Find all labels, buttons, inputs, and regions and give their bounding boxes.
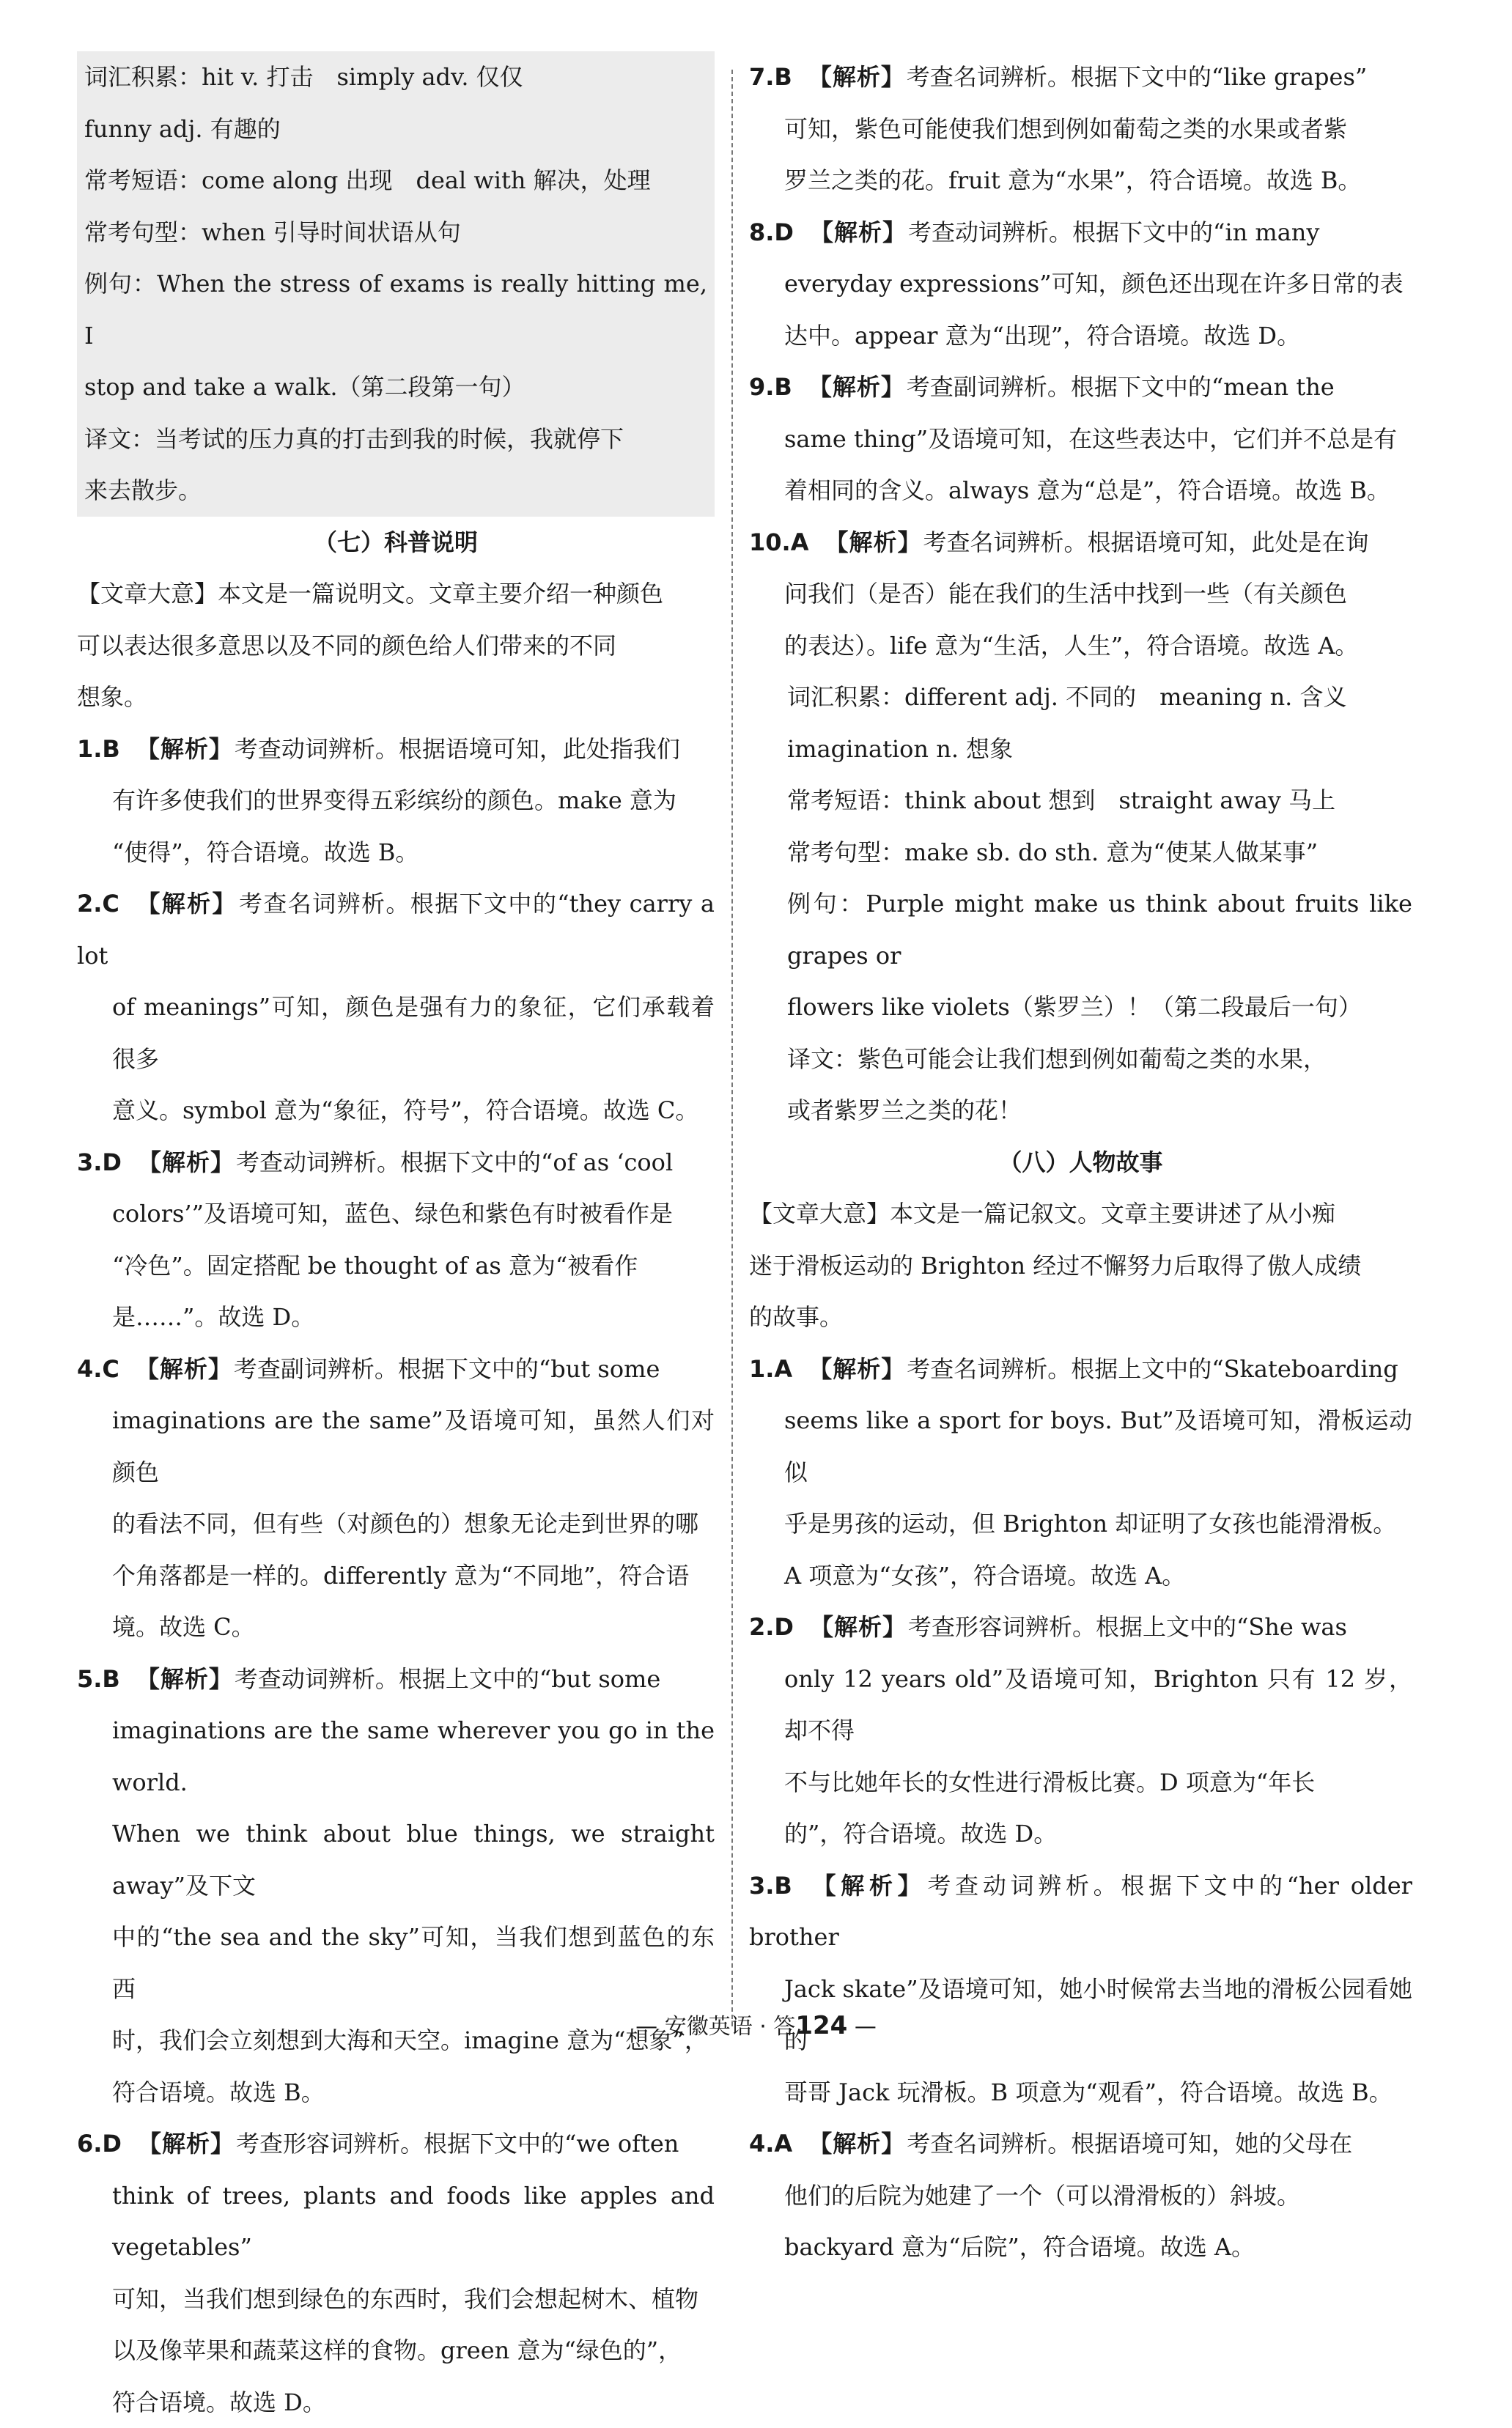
vocab-line: 词汇积累：different adj. 不同的 meaning n. 含义 bbox=[787, 671, 1412, 723]
answer-line bbox=[749, 1550, 1412, 1602]
section-title-8: （八）人物故事 bbox=[749, 1137, 1412, 1189]
vocab-line: 常考句型：make sb. do sth. 意为“使某人做某事” bbox=[787, 827, 1412, 879]
answer-text: 以及像苹果和蔬菜这样的食物。green 意为“绿色的”， bbox=[112, 2336, 682, 2364]
answer-line bbox=[749, 258, 1412, 310]
answer-line bbox=[77, 981, 715, 1085]
answer-text: “冷色”。固定搭配 be thought of as 意为“被看作 bbox=[112, 1252, 638, 1280]
answer-number: 3.D bbox=[77, 1148, 122, 1176]
answer-number: 8.D bbox=[749, 218, 794, 246]
answer-line bbox=[749, 361, 1412, 413]
answer-number: 1.A bbox=[749, 1355, 792, 1383]
answer-text: 符合语境。故选 D。 bbox=[112, 2388, 326, 2416]
answer-line bbox=[749, 1498, 1412, 1550]
answer-text: 考查名词辨析。根据下文中的“they carry a lot bbox=[77, 890, 715, 970]
answer-text: everyday expressions”可知，颜色还出现在许多日常的表 bbox=[784, 270, 1404, 298]
answer-text: 问我们（是否）能在我们的生活中找到一些（有关颜色 bbox=[784, 580, 1347, 608]
answer-text: A 项意为“女孩”，符合语境。故选 A。 bbox=[784, 1562, 1185, 1590]
answer-line bbox=[77, 1550, 715, 1602]
answer-line bbox=[77, 1291, 715, 1343]
answers-list-7b bbox=[749, 51, 1412, 671]
answer-text: Jack skate”及语境可知，她小时候常去当地的滑板公园看她的 bbox=[784, 1975, 1412, 2055]
answer-line bbox=[77, 1808, 715, 1911]
summary-line: 想象。 bbox=[77, 671, 715, 723]
answer-line bbox=[77, 1343, 715, 1395]
answer-text: backyard 意为“后院”，符合语境。故选 A。 bbox=[784, 2233, 1255, 2261]
answer-text: 有许多使我们的世界变得五彩缤纷的颜色。make 意为 bbox=[112, 786, 676, 814]
answer-text: same thing”及语境可知，在这些表达中，它们并不总是有 bbox=[784, 425, 1397, 453]
footer-suffix: — bbox=[847, 2014, 877, 2040]
answer-line bbox=[77, 1601, 715, 1653]
answer-line bbox=[749, 1757, 1412, 1809]
answer-text: 考查副词辨析。根据下文中的“but some bbox=[234, 1355, 660, 1383]
answer-text: 中的“the sea and the sky”可知，当我们想到蓝色的东西 bbox=[112, 1923, 715, 2003]
answer-line bbox=[749, 1395, 1412, 1498]
answer-line bbox=[749, 413, 1412, 465]
answer-line bbox=[749, 310, 1412, 362]
answer-line bbox=[749, 103, 1412, 155]
answer-text: 考查副词辨析。根据下文中的“mean the bbox=[907, 373, 1335, 401]
answer-text: 意义。symbol 意为“象征，符号”，符合语境。故选 C。 bbox=[112, 1096, 698, 1124]
answer-line bbox=[77, 1705, 715, 1808]
answer-line bbox=[749, 517, 1412, 569]
answer-line bbox=[77, 1137, 715, 1189]
vocab-line: 或者紫罗兰之类的花！ bbox=[787, 1085, 1412, 1137]
vocab-line: 来去散步。 bbox=[84, 465, 707, 517]
answer-text: 的看法不同，但有些（对颜色的）想象无论走到世界的哪 bbox=[112, 1510, 698, 1538]
answer-text: of meanings”可知，颜色是强有力的象征，它们承载着很多 bbox=[112, 993, 715, 1073]
answer-text: 可知，当我们想到绿色的东西时，我们会想起树木、植物 bbox=[112, 2285, 698, 2313]
answer-line bbox=[749, 2118, 1412, 2170]
answer-text: 考查动词辨析。根据下文中的“in many bbox=[908, 218, 1320, 246]
summary-line: 迷于滑板运动的 Brighton 经过不懈努力后取得了傲人成绩 bbox=[749, 1240, 1412, 1292]
answer-line bbox=[77, 775, 715, 827]
answer-text: 考查动词辨析。根据下文中的“of as ‘cool bbox=[236, 1148, 673, 1176]
vocab-line: 词汇积累：hit v. 打击 simply adv. 仅仅 bbox=[84, 51, 707, 103]
section-title-7: （七）科普说明 bbox=[77, 517, 715, 569]
answer-number: 7.B bbox=[749, 63, 792, 91]
analysis-tag: 【解析】 bbox=[808, 373, 905, 401]
answer-line bbox=[77, 1085, 715, 1137]
analysis-tag: 【解析】 bbox=[138, 2130, 235, 2158]
answer-line bbox=[77, 2325, 715, 2377]
answer-line bbox=[77, 1188, 715, 1240]
answer-line bbox=[77, 1911, 715, 2015]
vocab-line: 例句：Purple might make us think about fruits like grapes or bbox=[787, 878, 1412, 981]
answer-text: 达中。appear 意为“出现”，符合语境。故选 D。 bbox=[784, 322, 1300, 350]
summary-line: 【文章大意】本文是一篇记叙文。文章主要讲述了从小痴 bbox=[749, 1188, 1412, 1240]
answer-text: 考查动词辨析。根据上文中的“but some bbox=[235, 1665, 660, 1693]
answer-text: 考查名词辨析。根据上文中的“Skateboarding bbox=[907, 1355, 1398, 1383]
answer-text: 乎是男孩的运动，但 Brighton 却证明了女孩也能滑滑板。 bbox=[784, 1510, 1396, 1538]
right-column bbox=[749, 51, 1412, 2273]
answer-number: 9.B bbox=[749, 373, 792, 401]
summary-line: 的故事。 bbox=[749, 1291, 1412, 1343]
answer-line bbox=[77, 1395, 715, 1498]
answer-line bbox=[77, 2118, 715, 2170]
analysis-tag: 【解析】 bbox=[808, 63, 905, 91]
answer-text: 考查形容词辨析。根据上文中的“She was bbox=[908, 1613, 1347, 1641]
answer-text: When we think about blue things, we straight away”及下文 bbox=[112, 1820, 715, 1900]
vocab-line: 例句：When the stress of exams is really hitting me, I bbox=[84, 258, 707, 361]
answer-text: “使得”，符合语境。故选 B。 bbox=[112, 838, 418, 866]
answer-line bbox=[749, 2221, 1412, 2273]
analysis-tag: 【解析】 bbox=[808, 1872, 926, 1900]
answer-line bbox=[77, 2377, 715, 2428]
summary-line: 【文章大意】本文是一篇说明文。文章主要介绍一种颜色 bbox=[77, 568, 715, 620]
answer-number: 4.A bbox=[749, 2130, 792, 2158]
answer-text: seems like a sport for boys. But”及语境可知，滑板运动似 bbox=[784, 1406, 1412, 1486]
answer-text: 时，我们会立刻想到大海和天空。imagine 意为“想象”， bbox=[112, 2026, 708, 2054]
answer-text: 考查名词辨析。根据下文中的“like grapes” bbox=[907, 63, 1367, 91]
answer-text: 不与比她年长的女性进行滑板比赛。D 项意为“年长 bbox=[784, 1768, 1315, 1796]
answer-text: 的”，符合语境。故选 D。 bbox=[784, 1820, 1057, 1848]
answer-line bbox=[77, 1653, 715, 1705]
answer-line bbox=[77, 723, 715, 775]
vocab-line: stop and take a walk.（第二段第一句） bbox=[84, 361, 707, 413]
answer-line bbox=[749, 155, 1412, 207]
analysis-tag: 【解析】 bbox=[810, 218, 907, 246]
analysis-tag: 【解析】 bbox=[825, 528, 921, 556]
answer-text: 个角落都是一样的。differently 意为“不同地”，符合语 bbox=[112, 1562, 689, 1590]
answer-number: 2.D bbox=[749, 1613, 794, 1641]
answer-line bbox=[749, 1601, 1412, 1653]
answer-line bbox=[77, 2170, 715, 2273]
vocab-line: 译文：紫色可能会让我们想到例如葡萄之类的水果， bbox=[787, 1033, 1412, 1085]
answer-text: 符合语境。故选 B。 bbox=[112, 2078, 325, 2106]
answer-text: 他们的后院为她建了一个（可以滑滑板的）斜坡。 bbox=[784, 2182, 1300, 2210]
answer-line bbox=[749, 2067, 1412, 2119]
answers-list-7 bbox=[77, 723, 715, 2428]
answer-number: 6.D bbox=[77, 2130, 122, 2158]
analysis-tag: 【解析】 bbox=[136, 890, 237, 918]
analysis-tag: 【解析】 bbox=[136, 1355, 232, 1383]
column-divider bbox=[731, 70, 733, 2026]
vocab-box-top bbox=[77, 51, 715, 517]
vocab-line: 常考句型：when 引导时间状语从句 bbox=[84, 207, 707, 259]
answer-text: 考查动词辨析。根据语境可知，此处指我们 bbox=[235, 735, 680, 763]
answer-line bbox=[749, 465, 1412, 517]
answer-line bbox=[77, 878, 715, 981]
answer-line bbox=[77, 1240, 715, 1292]
analysis-tag: 【解析】 bbox=[136, 1665, 233, 1693]
answer-text: 考查名词辨析。根据语境可知，此处是在询 bbox=[923, 528, 1368, 556]
answer-line bbox=[77, 2067, 715, 2119]
summary-line: 可以表达很多意思以及不同的颜色给人们带来的不同 bbox=[77, 620, 715, 672]
vocab-line: 常考短语：come along 出现 deal with 解决，处理 bbox=[84, 155, 707, 207]
answer-line bbox=[749, 1343, 1412, 1395]
page-number: 124 bbox=[795, 2011, 847, 2040]
answer-text: 着相同的含义。always 意为“总是”，符合语境。故选 B。 bbox=[784, 476, 1390, 504]
answer-line bbox=[749, 207, 1412, 259]
answer-text: colors’”及语境可知，蓝色、绿色和紫色有时被看作是 bbox=[112, 1200, 673, 1228]
answer-line bbox=[749, 620, 1412, 672]
answer-text: 的表达）。life 意为“生活，人生”，符合语境。故选 A。 bbox=[784, 632, 1358, 660]
answer-text: 罗兰之类的花。fruit 意为“水果”，符合语境。故选 B。 bbox=[784, 166, 1361, 194]
analysis-tag: 【解析】 bbox=[138, 1148, 235, 1176]
answer-line bbox=[749, 51, 1412, 103]
analysis-tag: 【解析】 bbox=[136, 735, 233, 763]
answer-line bbox=[77, 2273, 715, 2325]
answer-number: 1.B bbox=[77, 735, 120, 763]
footer-prefix: — 安徽英语 · 答 bbox=[635, 2014, 795, 2040]
answer-line bbox=[77, 1498, 715, 1550]
answer-number: 10.A bbox=[749, 528, 808, 556]
answers-list-8 bbox=[749, 1343, 1412, 2273]
answer-text: 哥哥 Jack 玩滑板。B 项意为“观看”，符合语境。故选 B。 bbox=[784, 2078, 1393, 2106]
answer-text: 考查形容词辨析。根据下文中的“we often bbox=[236, 2130, 679, 2158]
answer-text: only 12 years old”及语境可知，Brighton 只有 12 岁，却不得 bbox=[784, 1665, 1412, 1745]
answer-text: 是……”。故选 D。 bbox=[112, 1303, 314, 1331]
answer-text: think of trees, plants and foods like apples and vegetables” bbox=[112, 2182, 715, 2262]
answer-number: 4.C bbox=[77, 1355, 119, 1383]
analysis-tag: 【解析】 bbox=[810, 1613, 907, 1641]
answer-text: 可知，紫色可能使我们想到例如葡萄之类的水果或者紫 bbox=[784, 115, 1347, 143]
answer-line bbox=[77, 827, 715, 879]
analysis-tag: 【解析】 bbox=[808, 1355, 905, 1383]
answer-text: 境。故选 C。 bbox=[112, 1613, 255, 1641]
answer-line bbox=[749, 1860, 1412, 1963]
vocab-box-mid bbox=[749, 671, 1412, 1137]
vocab-line: funny adj. 有趣的 bbox=[84, 103, 707, 155]
answer-text: imaginations are the same wherever you go in the world. bbox=[112, 1716, 715, 1796]
answer-line bbox=[749, 568, 1412, 620]
vocab-line: imagination n. 想象 bbox=[787, 723, 1412, 775]
answer-number: 3.B bbox=[749, 1872, 792, 1900]
page-footer bbox=[0, 2008, 1512, 2040]
left-column bbox=[77, 51, 715, 2428]
answer-line bbox=[749, 1653, 1412, 1757]
answer-text: 考查名词辨析。根据语境可知，她的父母在 bbox=[907, 2130, 1352, 2158]
vocab-line: 译文：当考试的压力真的打击到我的时候，我就停下 bbox=[84, 413, 707, 465]
answer-text: imaginations are the same”及语境可知，虽然人们对颜色 bbox=[112, 1406, 715, 1486]
analysis-tag: 【解析】 bbox=[808, 2130, 905, 2158]
answer-number: 2.C bbox=[77, 890, 119, 918]
vocab-line: 常考短语：think about 想到 straight away 马上 bbox=[787, 775, 1412, 827]
answer-line bbox=[749, 1808, 1412, 1860]
answer-line bbox=[749, 2170, 1412, 2222]
answer-text: 考查动词辨析。根据下文中的“her older brother bbox=[749, 1872, 1412, 1952]
vocab-line: flowers like violets（紫罗兰）！（第二段最后一句） bbox=[787, 981, 1412, 1033]
answer-number: 5.B bbox=[77, 1665, 120, 1693]
